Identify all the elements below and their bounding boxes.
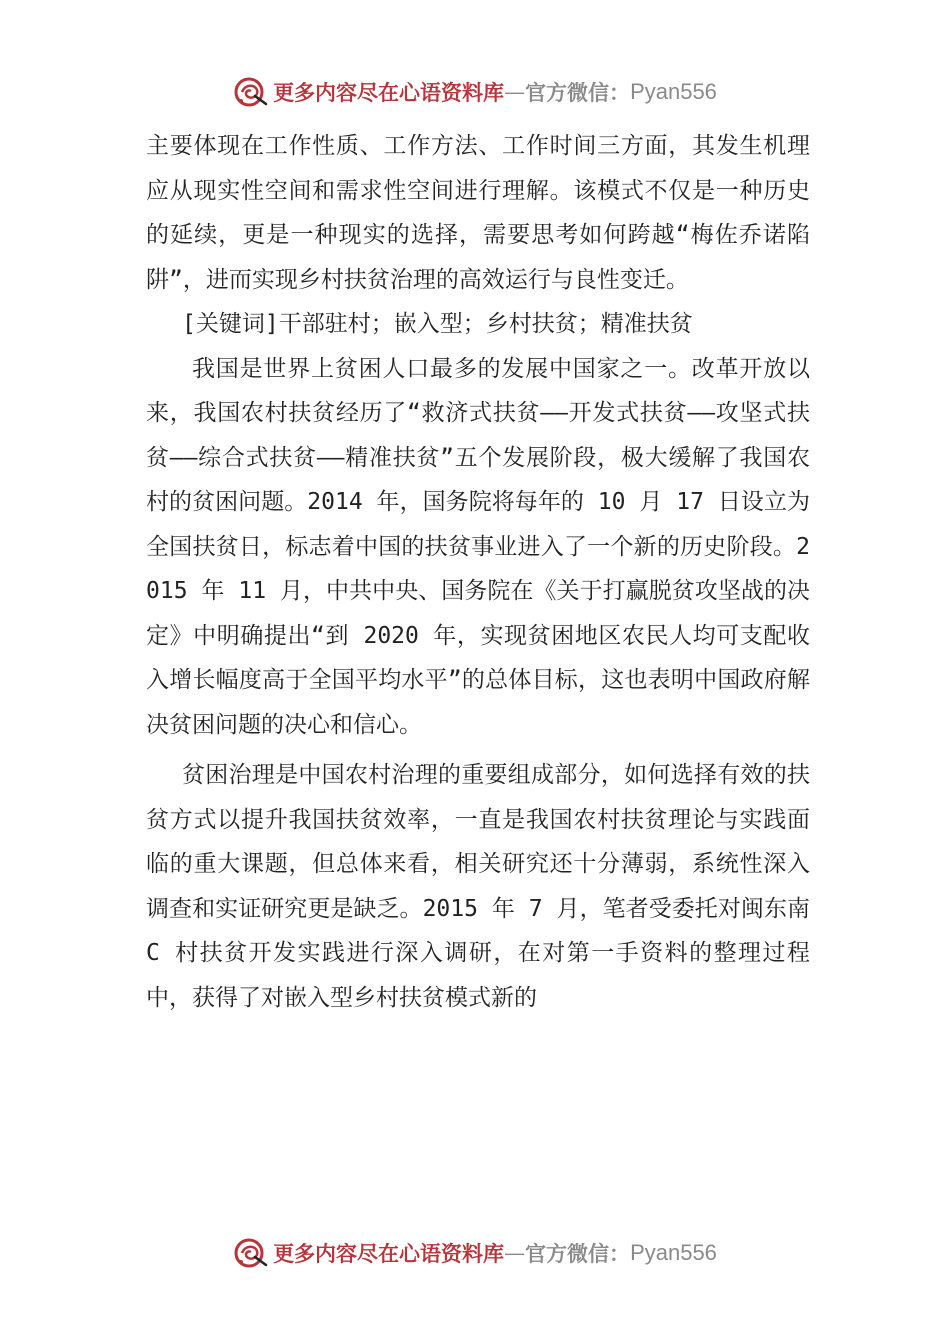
abstract-continuation: 主要体现在工作性质、工作方法、工作时间三方面，其发生机理应从现实性空间和需求性空间进行理解。该模式不仅是一种历史的延续，更是一种现实的选择，需要思考如何跨越“梅佐乔诺陷阱”，进而实现乡村扶贫治理的高效运行与良性变迁。 xyxy=(146,133,810,293)
watermark-header xyxy=(0,70,950,114)
watermark-wechat-id: Pyan556 xyxy=(630,79,717,104)
watermark-footer xyxy=(0,1231,950,1275)
watermark-brand: 更多内容尽在心语资料库 xyxy=(273,80,505,105)
watermark-brand: 更多内容尽在心语资料库 xyxy=(273,1241,505,1266)
flower-brush-logo-icon xyxy=(233,1235,269,1271)
body-paragraph-2: 贫困治理是中国农村治理的重要组成部分，如何选择有效的扶贫方式以提升我国扶贫效率，一直是我国农村扶贫理论与实践面临的重大课题，但总体来看，相关研究还十分薄弱，系统性深入调查和实证研究更是缺乏。2015 年 7 月，笔者受委托对闽东南 C 村扶贫开发实践进行深入调研，在对第一手资料的整理过程中，获得了对嵌入型乡村扶贫模式新的 xyxy=(146,762,810,1011)
watermark-wechat-label: 官方微信： xyxy=(525,1241,631,1266)
watermark-wechat-id: Pyan556 xyxy=(630,1240,717,1265)
watermark-separator: — xyxy=(504,1241,526,1265)
watermark-separator: — xyxy=(504,80,526,104)
body-paragraph-1: 我国是世界上贫困人口最多的发展中国家之一。改革开放以来，我国农村扶贫经历了“救济式扶贫——开发式扶贫——攻坚式扶贫——综合式扶贫——精准扶贫”五个发展阶段，极大缓解了我国农村的贫困问题。2014 年，国务院将每年的 10 月 17 日设立为全国扶贫日，标志着中国的扶贫事业进入了一个新的历史阶段。2015 年 11 月，中共中央、国务院在《关于打赢脱贫攻坚战的决定》中明确提出“到 2020 年，实现贫困地区农民人均可支配收入增长幅度高于全国平均水平”的总体目标，这也表明中国政府解决贫困问题的决心和信心。 xyxy=(146,355,810,738)
watermark-wechat-label: 官方微信： xyxy=(525,80,631,105)
keywords-line: [关键词]干部驻村；嵌入型；乡村扶贫；精准扶贫 xyxy=(182,311,693,337)
flower-brush-logo-icon xyxy=(233,74,269,110)
document-body xyxy=(146,124,810,1020)
